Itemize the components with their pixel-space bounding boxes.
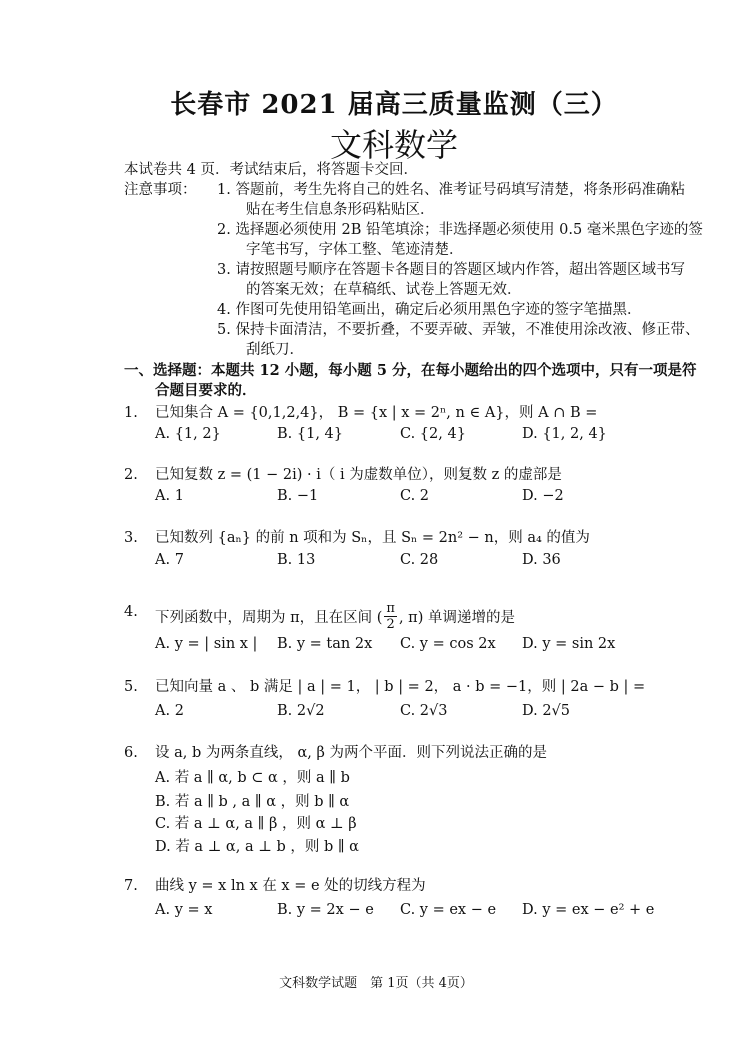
question-number: 5.: [124, 679, 138, 695]
option-a: A. {1, 2}: [155, 426, 221, 442]
option-d: D. −2: [522, 488, 564, 504]
option-a: A. 1: [155, 488, 184, 504]
section-heading-cont: 合题目要求的．: [155, 382, 257, 399]
question-number: 7.: [124, 878, 138, 894]
question-stem: 设 a, b 为两条直线， α, β 为两个平面．则下列说法正确的是: [155, 745, 547, 761]
option-a: A. y = x: [155, 902, 213, 918]
option-d: D. y = ex − e² + e: [522, 902, 655, 918]
question-stem: 已知向量 a 、 b 满足 | a | = 1， | b | = 2， a · b = −1，则 | 2a − b | =: [155, 679, 646, 695]
intro-text: 本试卷共 4 页．考试结束后，将答题卡交回．: [124, 162, 418, 178]
option-c: C. {2, 4}: [400, 426, 466, 442]
option-b: B. y = tan 2x: [277, 636, 373, 652]
stem-part: , π) 单调递增的是: [398, 609, 515, 626]
option-d: D. 若 a ⊥ α, a ⊥ b ，则 b ∥ α: [155, 839, 359, 855]
note-line: 字笔书写，字体工整、笔迹清楚．: [246, 242, 464, 258]
option-a: A. 若 a ∥ α, b ⊂ α ，则 a ∥ b: [155, 770, 350, 786]
page-footer: 文科数学试题 第 1页（共 4页）: [279, 976, 473, 991]
option-a: A. 2: [155, 703, 184, 719]
note-line: 2. 选择题必须使用 2B 铅笔填涂；非选择题必须使用 0.5 毫米黑色字迹的签: [217, 222, 703, 238]
fraction-denominator: 2: [386, 617, 395, 632]
option-d: D. 2√5: [522, 703, 571, 719]
option-b: B. 13: [277, 552, 316, 568]
question-stem: 已知数列 {aₙ} 的前 n 项和为 Sₙ，且 Sₙ = 2n² − n，则 a₄ 的值为: [155, 530, 590, 546]
option-a: A. y = | sin x |: [155, 636, 258, 652]
fraction-numerator: π: [386, 601, 395, 616]
note-line: 1. 答题前，考生先将自己的姓名、准考证号码填写清楚，将条形码准确粘: [217, 182, 685, 198]
section-heading: 一、选择题：本题共 12 小题，每小题 5 分，在每小题给出的四个选项中，只有一项是符: [124, 362, 697, 379]
option-c: C. 若 a ⊥ α, a ∥ β ，则 α ⊥ β: [155, 816, 357, 832]
note-line: 贴在考生信息条形码粘贴区．: [246, 202, 435, 218]
question-stem: [155, 602, 515, 633]
option-d: D. y = sin 2x: [522, 636, 616, 652]
option-b: B. 2√2: [277, 703, 325, 719]
notes-label: 注意事项：: [124, 182, 197, 198]
option-b: B. {1, 4}: [277, 426, 343, 442]
note-line: 5. 保持卡面清洁，不要折叠，不要弄破、弄皱，不准使用涂改液、修正带、: [217, 322, 700, 338]
question-number: 6.: [124, 745, 138, 761]
question-stem: 已知集合 A = {0,1,2,4}， B = {x | x = 2ⁿ, n ∈ A}，则 A ∩ B =: [155, 405, 598, 421]
fraction-pi-over-2: [384, 601, 397, 632]
note-line: 3. 请按照题号顺序在答题卡各题目的答题区域内作答，超出答题区域书写: [217, 262, 685, 278]
option-d: D. 36: [522, 552, 561, 568]
option-b: B. y = 2x − e: [277, 902, 374, 918]
option-c: C. y = ex − e: [400, 902, 497, 918]
note-line: 刮纸刀．: [246, 342, 304, 358]
option-b: B. 若 a ∥ b , a ∥ α ，则 b ∥ α: [155, 794, 350, 810]
option-a: A. 7: [155, 552, 184, 568]
question-number: 4.: [124, 604, 138, 620]
question-number: 2.: [124, 467, 138, 483]
question-number: 3.: [124, 530, 138, 546]
exam-title: 长春市 2021 届高三质量监测（三）: [170, 90, 618, 120]
note-line: 4. 作图可先使用铅笔画出，确定后必须用黑色字迹的签字笔描黑．: [217, 302, 642, 318]
option-c: C. 2: [400, 488, 430, 504]
note-line: 的答案无效；在草稿纸、试卷上答题无效．: [246, 282, 522, 298]
stem-part: 下列函数中，周期为 π，且在区间 (: [155, 609, 383, 626]
question-stem: 曲线 y = x ln x 在 x = e 处的切线方程为: [155, 878, 426, 894]
option-c: C. 28: [400, 552, 439, 568]
question-stem: 已知复数 z = (1 − 2i) · i（ i 为虚数单位），则复数 z 的虚部是: [155, 467, 562, 483]
option-d: D. {1, 2, 4}: [522, 426, 607, 442]
option-c: C. 2√3: [400, 703, 448, 719]
option-c: C. y = cos 2x: [400, 636, 496, 652]
question-number: 1.: [124, 405, 138, 421]
exam-subtitle: 文科数学: [329, 126, 458, 164]
option-b: B. −1: [277, 488, 319, 504]
